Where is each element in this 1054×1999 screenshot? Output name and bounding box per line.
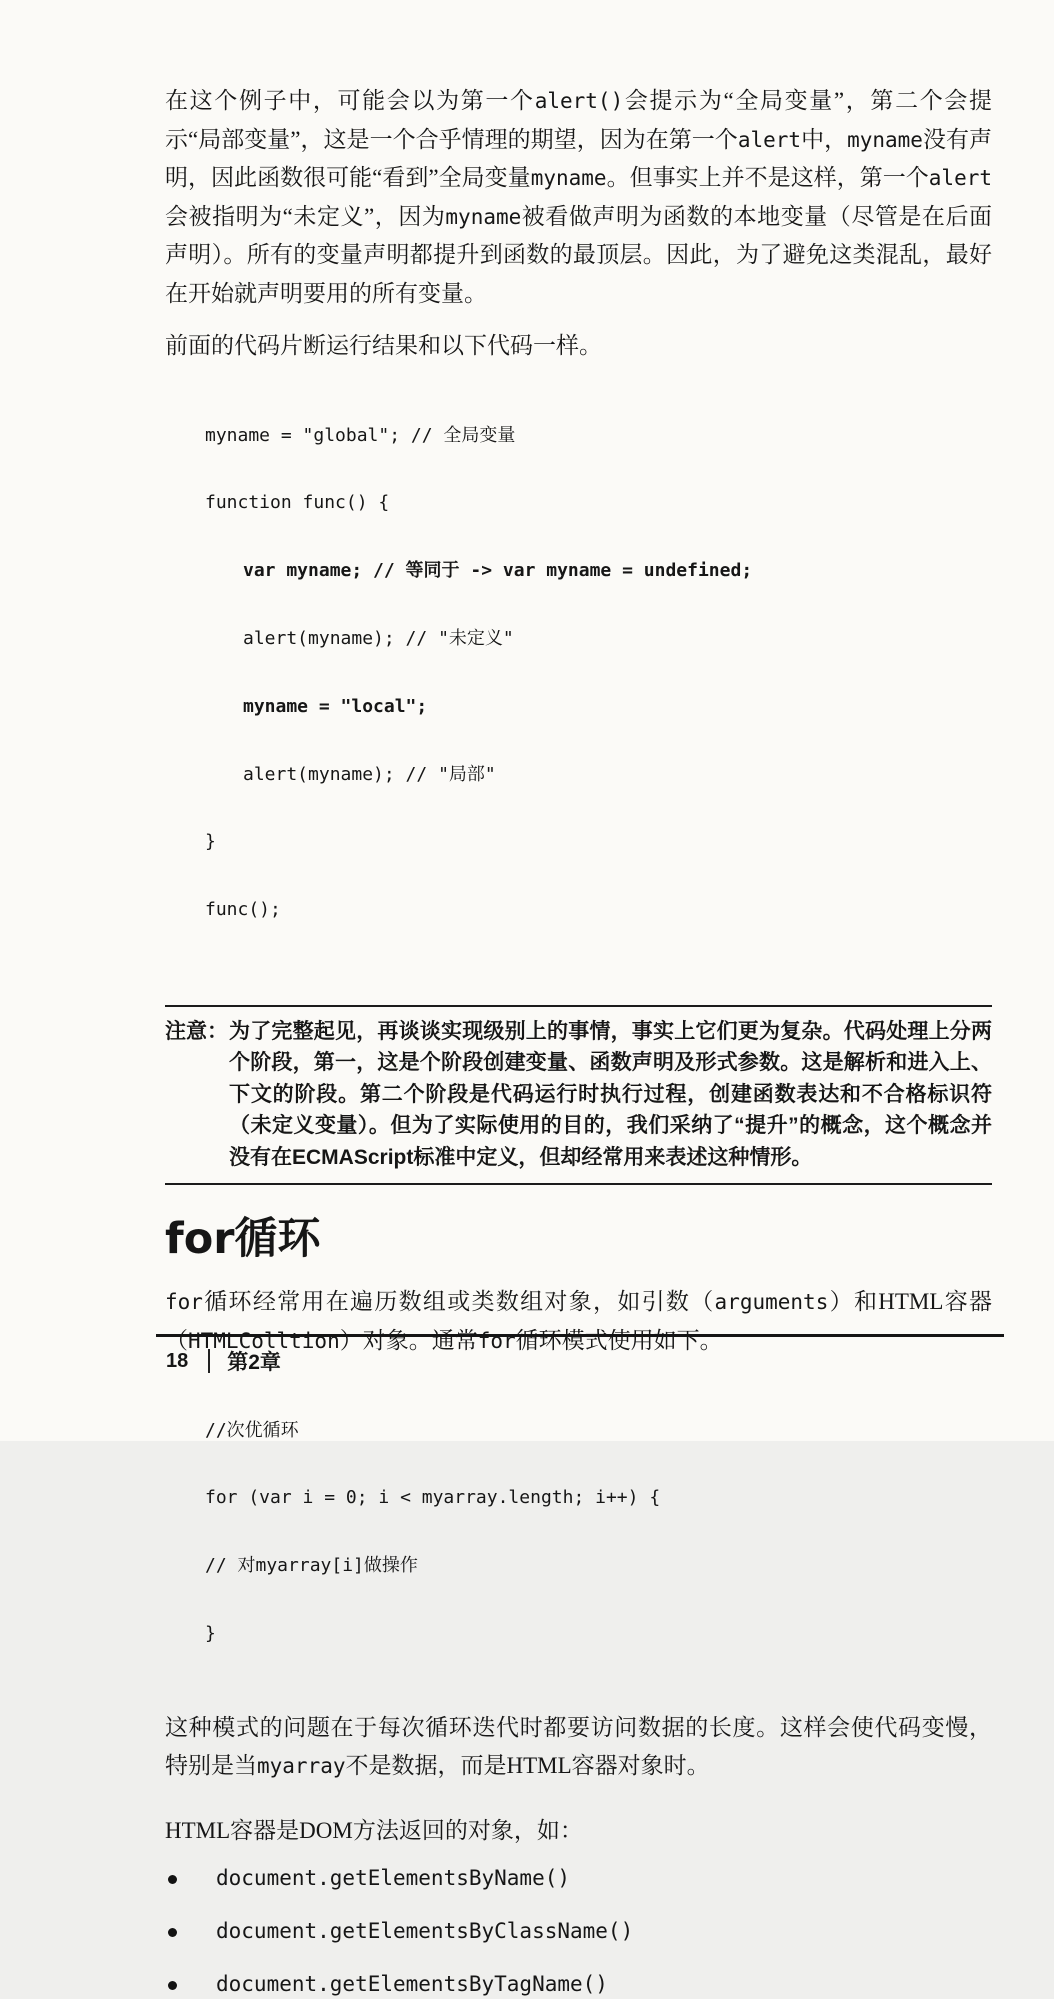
- page-footer: [156, 1334, 1004, 1376]
- code-line: func();: [205, 899, 281, 921]
- dom-methods-list: [165, 1864, 992, 1999]
- code-line: }: [205, 831, 216, 853]
- code-line: function func() {: [205, 492, 390, 514]
- code-line: var myname; // 等同于 -> var myname = undefined;: [243, 560, 753, 582]
- code-line: // 对myarray[i]做操作: [205, 1555, 418, 1577]
- section-heading-for-loop: for循环: [165, 1214, 321, 1265]
- bullet-icon: [168, 1928, 177, 1937]
- page-number: 18: [166, 1349, 189, 1372]
- code-line: myname = "global"; // 全局变量: [205, 424, 516, 446]
- code-line: alert(myname); // "未定义": [243, 628, 514, 650]
- note-label: 注意：: [165, 1019, 228, 1043]
- dom-method-name: document.getElementsByClassName(): [216, 1919, 634, 1944]
- paragraph-html-collections: HTML容器是DOM方法返回的对象，如：: [165, 1817, 583, 1843]
- list-item: [165, 1917, 992, 1946]
- code-line: //次优循环: [205, 1419, 299, 1441]
- footer-separator: [208, 1349, 210, 1373]
- note-divider-bottom: [165, 1183, 992, 1185]
- note-text: 为了完整起见，再谈谈实现级别上的事情，事实上它们更为复杂。代码处理上分两个阶段，第一，这是个阶段创建变量、函数声明及形式参数。这是解析和进入上、下文的阶段。第二个阶段是代码运行时执行过程，创建函数表达和不合格标识符（未定义变量）。但为了实际使用的目的，我们采纳了“提升”的概念，这个概念并没有在ECMAScript标准中定义，但却经常用来表述这种情形。: [229, 1019, 992, 1169]
- footer-row: [156, 1346, 1004, 1376]
- code-block-hoisting: [205, 380, 992, 967]
- chapter-label: 第2章: [227, 1351, 281, 1374]
- code-line: for (var i = 0; i < myarray.length; i++) {: [205, 1487, 661, 1509]
- dom-method-name: document.getElementsByTagName(): [216, 1972, 608, 1997]
- code-block-for-loop: [205, 1374, 992, 1690]
- code-line: myname = "local";: [243, 695, 428, 717]
- paragraph-code-intro: 前面的代码片断运行结果和以下代码一样。: [165, 333, 602, 358]
- dom-method-name: document.getElementsByName(): [216, 1866, 571, 1891]
- list-item: [165, 1970, 992, 1999]
- list-item: [165, 1864, 992, 1893]
- paragraph-hoisting-explanation: 在这个例子中，可能会以为第一个alert()会提示为“全局变量”，第二个会提示“局部变量”，这是一个合乎情理的期望，因为在第一个alert中，myname没有声明，因此函数很可能“看到”全局变量myname。但事实上并不是这样，第一个alert会被指明为“未定义”，因为myname被看做声明为函数的本地变量（尽管是在后面声明）。所有的变量声明都提升到函数的最顶层。因此，为了避免这类混乱，最好在开始就声明要用的所有变量。: [165, 88, 993, 306]
- paragraph-for-loop-intro: for循环经常用在遍历数组或类数组对象，如引数（arguments）和HTML容器（HTMLColltion）对象。通常for循环模式使用如下。: [165, 1289, 993, 1353]
- footer-divider: [156, 1334, 1004, 1337]
- note-block: [165, 1016, 992, 1174]
- paragraph-performance-issue: 这种模式的问题在于每次循环迭代时都要访问数据的长度。这样会使代码变慢，特别是当myarray不是数据，而是HTML容器对象时。: [165, 1714, 992, 1779]
- code-line: }: [205, 1622, 216, 1644]
- bullet-icon: [168, 1981, 177, 1990]
- code-line: alert(myname); // "局部": [243, 763, 496, 785]
- bullet-icon: [168, 1875, 177, 1884]
- note-divider-top: [165, 1005, 992, 1007]
